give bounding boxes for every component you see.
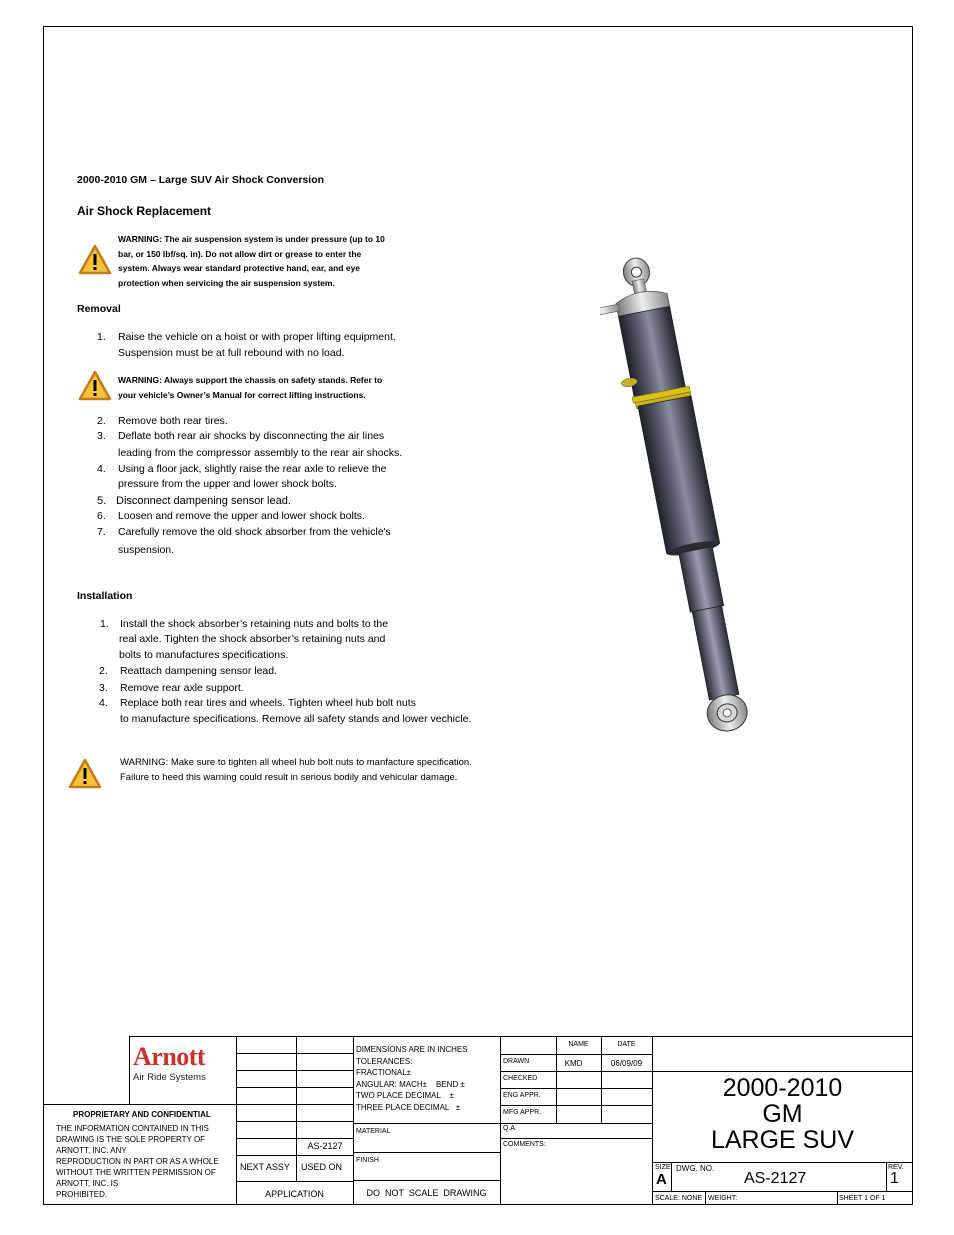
checked-label: CHECKED bbox=[503, 1075, 538, 1082]
section-heading: Air Shock Replacement bbox=[77, 204, 212, 218]
warning-triangle-icon bbox=[78, 370, 112, 402]
used-on-value: AS-2127 bbox=[307, 1141, 343, 1151]
material-label: MATERIAL bbox=[356, 1128, 391, 1135]
used-on-label: USED ON bbox=[301, 1162, 343, 1172]
proprietary-text: THE INFORMATION CONTAINED IN THIS DRAWING IS THE SOLE PROPERTY OF ARNOTT, INC. ANY REPRODUCTION IN PART OR AS A WHOLE WITHOUT THE WRITTEN PERMISSION OF ARNOTT, INC. IS PROHIBITED. bbox=[56, 1124, 219, 1199]
comments-label: COMMENTS: bbox=[503, 1141, 546, 1148]
application-label: APPLICATION bbox=[265, 1189, 324, 1199]
air-shock-illustration bbox=[600, 232, 840, 732]
rev-value: 1 bbox=[890, 1170, 899, 1187]
name-header: NAME bbox=[568, 1041, 589, 1048]
removal-heading: Removal bbox=[77, 303, 121, 315]
drawn-name: KMD bbox=[564, 1059, 583, 1068]
rev-label: REV. bbox=[888, 1164, 904, 1171]
doc-title: 2000-2010 GM – Large SUV Air Shock Conversion bbox=[77, 174, 325, 186]
finish-label: FINISH bbox=[356, 1157, 379, 1164]
arnott-logo: Arnott Air Ride Systems bbox=[133, 1042, 206, 1083]
weight-label: WEIGHT: bbox=[708, 1195, 738, 1202]
size-value: A bbox=[656, 1171, 667, 1188]
sheet-label: SHEET 1 OF 1 bbox=[839, 1195, 886, 1202]
next-assy-label: NEXT ASSY bbox=[240, 1162, 290, 1172]
eng-appr-label: ENG APPR. bbox=[503, 1092, 541, 1099]
dwg-no-label: DWG. NO. bbox=[676, 1164, 715, 1173]
scale-label: SCALE: NONE bbox=[655, 1195, 703, 1202]
dwg-number: AS-2127 bbox=[744, 1170, 807, 1187]
mfg-appr-label: MFG APPR. bbox=[503, 1109, 542, 1116]
date-header: DATE bbox=[617, 1041, 636, 1048]
warning-triangle-icon bbox=[68, 758, 102, 790]
drawn-date: 06/09/09 bbox=[610, 1059, 643, 1068]
tolerances: DIMENSIONS ARE IN INCHES TOLERANCES: FRACTIONAL± ANGULAR: MACH± BEND ± TWO PLACE DECIMAL ± THREE PLACE DECIMAL ± bbox=[356, 1045, 468, 1112]
warning-1: WARNING: The air suspension system is under pressure (up to 10 bar, or 150 lbf/sq. in). Do not allow dirt or grease to enter the system. Always wear standard protective hand, ear, and eye protection when servicing the air suspension system. bbox=[118, 234, 385, 288]
proprietary-heading: PROPRIETARY AND CONFIDENTIAL bbox=[73, 1110, 211, 1119]
drawing-title: 2000-2010 GM LARGE SUV bbox=[710, 1074, 855, 1154]
warning-2: WARNING: Always support the chassis on safety stands. Refer to your vehicle’s Owner’s Manual for correct lifting instructions. bbox=[118, 375, 383, 400]
warning-3: WARNING: Make sure to tighten all wheel hub bolt nuts to manfacture specification. Failure to heed this warning could result in serious bodily and vehicular damage. bbox=[120, 757, 472, 783]
do-not-scale: DO NOT SCALE DRAWING bbox=[366, 1188, 487, 1198]
qa-label: Q.A. bbox=[503, 1125, 518, 1132]
installation-heading: Installation bbox=[77, 590, 133, 602]
warning-triangle-icon bbox=[78, 244, 112, 276]
drawn-label: DRAWN bbox=[503, 1058, 530, 1065]
size-label: SIZE bbox=[655, 1164, 671, 1171]
